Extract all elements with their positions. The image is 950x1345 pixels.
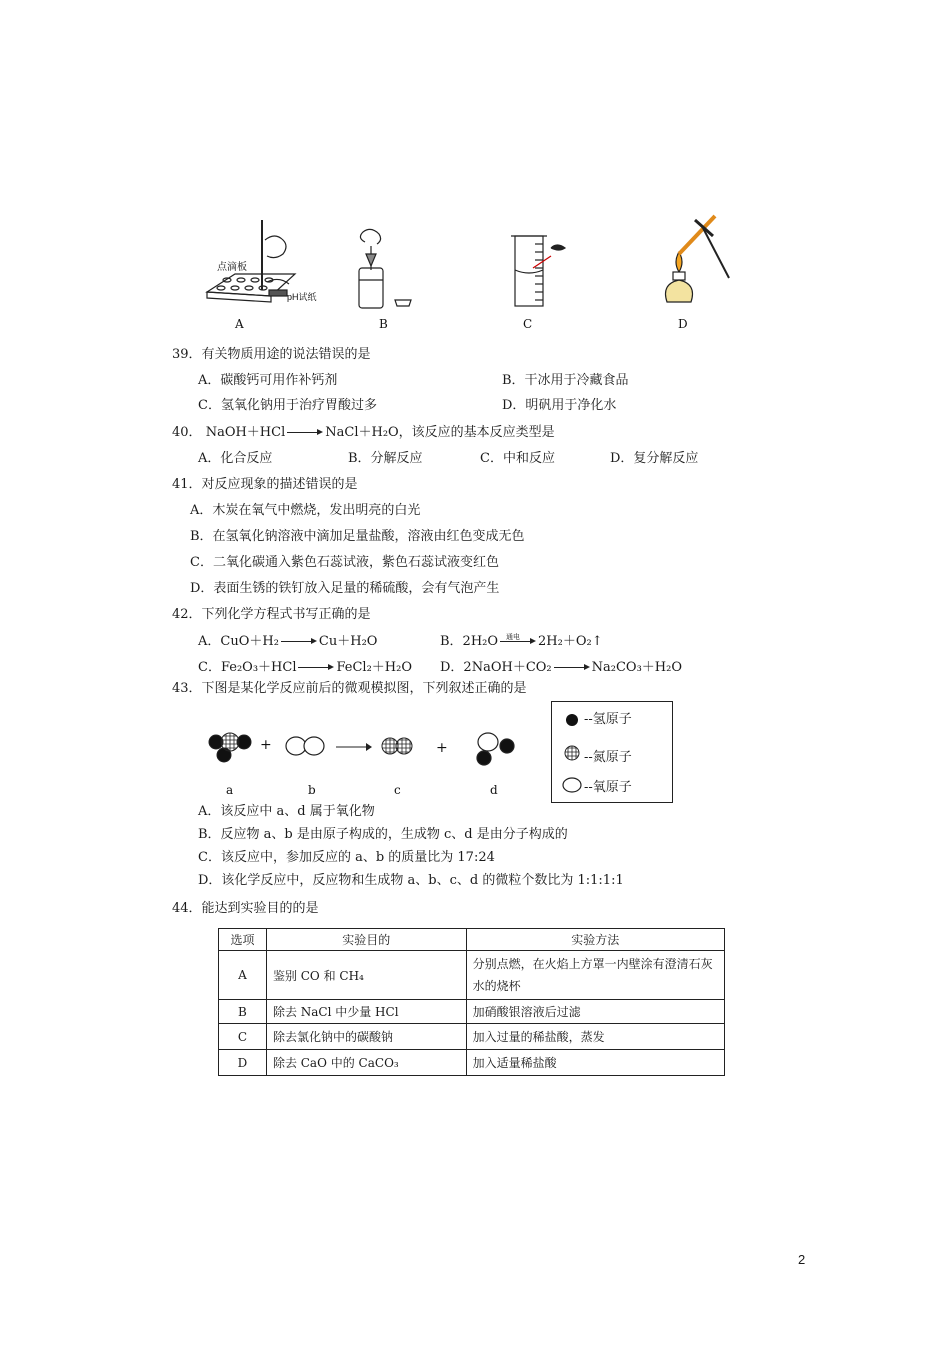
q42-b-condition: 通电 [506, 632, 521, 641]
q43-molecule-diagram [200, 722, 530, 802]
q40-option-d: D．复分解反应 [610, 451, 699, 466]
q42-d-left: D．2NaOH＋CO₂ [440, 660, 552, 675]
cell-goal: 除去 CaO 中的 CaCO₃ [266, 1050, 466, 1076]
q41-option-c: C．二氧化碳通入紫色石蕊试液，紫色石蕊试液变红色 [190, 555, 499, 570]
cell-option: B [219, 1000, 267, 1024]
legend-oxygen: --氧原子 [584, 780, 632, 795]
q40-option-a: A．化合反应 [198, 451, 273, 466]
table-row [219, 1000, 725, 1024]
cell-method: 加入过量的稀盐酸，蒸发 [466, 1024, 724, 1050]
arrow-icon [298, 663, 334, 673]
q42-b-left: B．2H₂O [440, 634, 499, 649]
q42-option-b [440, 633, 603, 651]
q39-option-a: A．碳酸钙可用作补钙剂 [198, 373, 338, 388]
molecule-c [382, 738, 412, 754]
figure-d-alcohol-lamp [666, 216, 730, 302]
arrow-icon [281, 637, 317, 647]
molecule-b [286, 737, 324, 755]
cell-option: D [219, 1050, 267, 1076]
q41-stem: 41．对反应现象的描述错误的是 [172, 477, 358, 492]
table-row [219, 1024, 725, 1050]
molecule-label-b: b [308, 783, 316, 797]
figure-a-spot-plate [207, 220, 295, 302]
hydrogen-atom-icon [566, 714, 578, 726]
legend-nitrogen: --氮原子 [584, 750, 632, 765]
nitrogen-atom-icon [565, 746, 579, 760]
q40-number: 40． [172, 425, 202, 440]
arrow-icon [554, 663, 590, 673]
q44-stem: 44．能达到实验目的的是 [172, 901, 319, 916]
q43-option-c: C．该反应中，参加反应的 a、b 的质量比为 17:24 [198, 850, 495, 865]
legend-hydrogen: --氢原子 [584, 712, 632, 727]
q41-option-d: D．表面生锈的铁钉放入足量的稀硫酸，会有气泡产生 [190, 581, 500, 596]
q42-stem: 42．下列化学方程式书写正确的是 [172, 607, 371, 622]
q43-stem: 43．下图是某化学反应前后的微观模拟图，下列叙述正确的是 [172, 681, 527, 696]
q44-table [218, 928, 725, 1076]
q42-d-right: Na₂CO₃＋H₂O [591, 660, 682, 675]
arrow-icon [500, 632, 536, 647]
page-number: 2 [798, 1252, 806, 1267]
q43-option-d: D．该化学反应中，反应物和生成物 a、b、c、d 的微粒个数比为 1:1:1:1 [198, 873, 624, 888]
reaction-arrow-icon [336, 743, 372, 751]
cell-option: A [219, 951, 267, 1000]
q41-option-b: B．在氢氧化钠溶液中滴加足量盐酸，溶液由红色变成无色 [190, 529, 525, 544]
arrow-icon [287, 428, 323, 438]
cell-method: 加硝酸银溶液后过滤 [466, 1000, 724, 1024]
figure-label-a: A [235, 317, 244, 331]
table-row [219, 951, 725, 1000]
q43-legend [551, 701, 673, 803]
q42-b-right: 2H₂＋O₂↑ [538, 634, 603, 649]
molecule-d [477, 733, 514, 765]
molecule-plus-2: + [436, 740, 448, 756]
q42-a-left: A．CuO＋H₂ [198, 634, 279, 649]
figure-label-c: C [523, 317, 533, 331]
q40-option-c: C．中和反应 [480, 451, 555, 466]
cell-goal: 除去 NaCl 中少量 HCl [266, 1000, 466, 1024]
q40-equation-left: NaOH＋HCl [205, 425, 286, 440]
molecule-a [209, 733, 251, 762]
header-method: 实验方法 [466, 929, 724, 951]
q42-option-a [198, 633, 377, 651]
q43-option-b: B．反应物 a、b 是由原子构成的，生成物 c、d 是由分子构成的 [198, 827, 568, 842]
molecule-plus-1: + [260, 737, 272, 753]
figure-c-cylinder [511, 236, 565, 306]
cell-method: 加入适量稀盐酸 [466, 1050, 724, 1076]
q40-stem [172, 424, 555, 442]
q39-stem: 39．有关物质用途的说法错误的是 [172, 347, 371, 362]
q42-c-right: FeCl₂＋H₂O [336, 660, 413, 675]
cell-option: C [219, 1024, 267, 1050]
q40-option-b: B．分解反应 [348, 451, 423, 466]
cell-goal: 鉴别 CO 和 CH₄ [266, 951, 466, 1000]
header-goal: 实验目的 [266, 929, 466, 951]
q39-option-c: C．氢氧化钠用于治疗胃酸过多 [198, 398, 377, 413]
table-header-row [219, 929, 725, 951]
q40-equation-right: NaCl＋H₂O，该反应的基本反应类型是 [325, 425, 555, 440]
q42-a-right: Cu＋H₂O [318, 634, 378, 649]
molecule-label-a: a [226, 783, 234, 797]
figure-label-d: D [678, 317, 688, 331]
q42-option-d [440, 659, 682, 677]
q42-c-left: C．Fe₂O₃＋HCl [198, 660, 297, 675]
figure-a-tag-paper: pH试纸 [287, 292, 317, 302]
molecule-label-c: c [394, 783, 401, 797]
table-row [219, 1050, 725, 1076]
q39-option-d: D．明矾用于净化水 [502, 398, 617, 413]
header-option: 选项 [219, 929, 267, 951]
q42-option-c [198, 659, 412, 677]
cell-goal: 除去氯化钠中的碳酸钠 [266, 1024, 466, 1050]
figure-b-dropper-bottle [359, 229, 411, 308]
figure-a-tag-plate: 点滴板 [217, 262, 247, 273]
lab-figures [195, 210, 755, 340]
oxygen-atom-icon [563, 778, 581, 792]
q41-option-a: A．木炭在氧气中燃烧，发出明亮的白光 [190, 503, 421, 518]
q43-option-a: A．该反应中 a、d 属于氧化物 [198, 804, 375, 819]
figure-label-b: B [379, 317, 388, 331]
molecule-label-d: d [490, 783, 498, 797]
q39-option-b: B．干冰用于冷藏食品 [502, 373, 629, 388]
cell-method: 分别点燃，在火焰上方罩一内壁涂有澄清石灰水的烧杯 [466, 951, 724, 1000]
